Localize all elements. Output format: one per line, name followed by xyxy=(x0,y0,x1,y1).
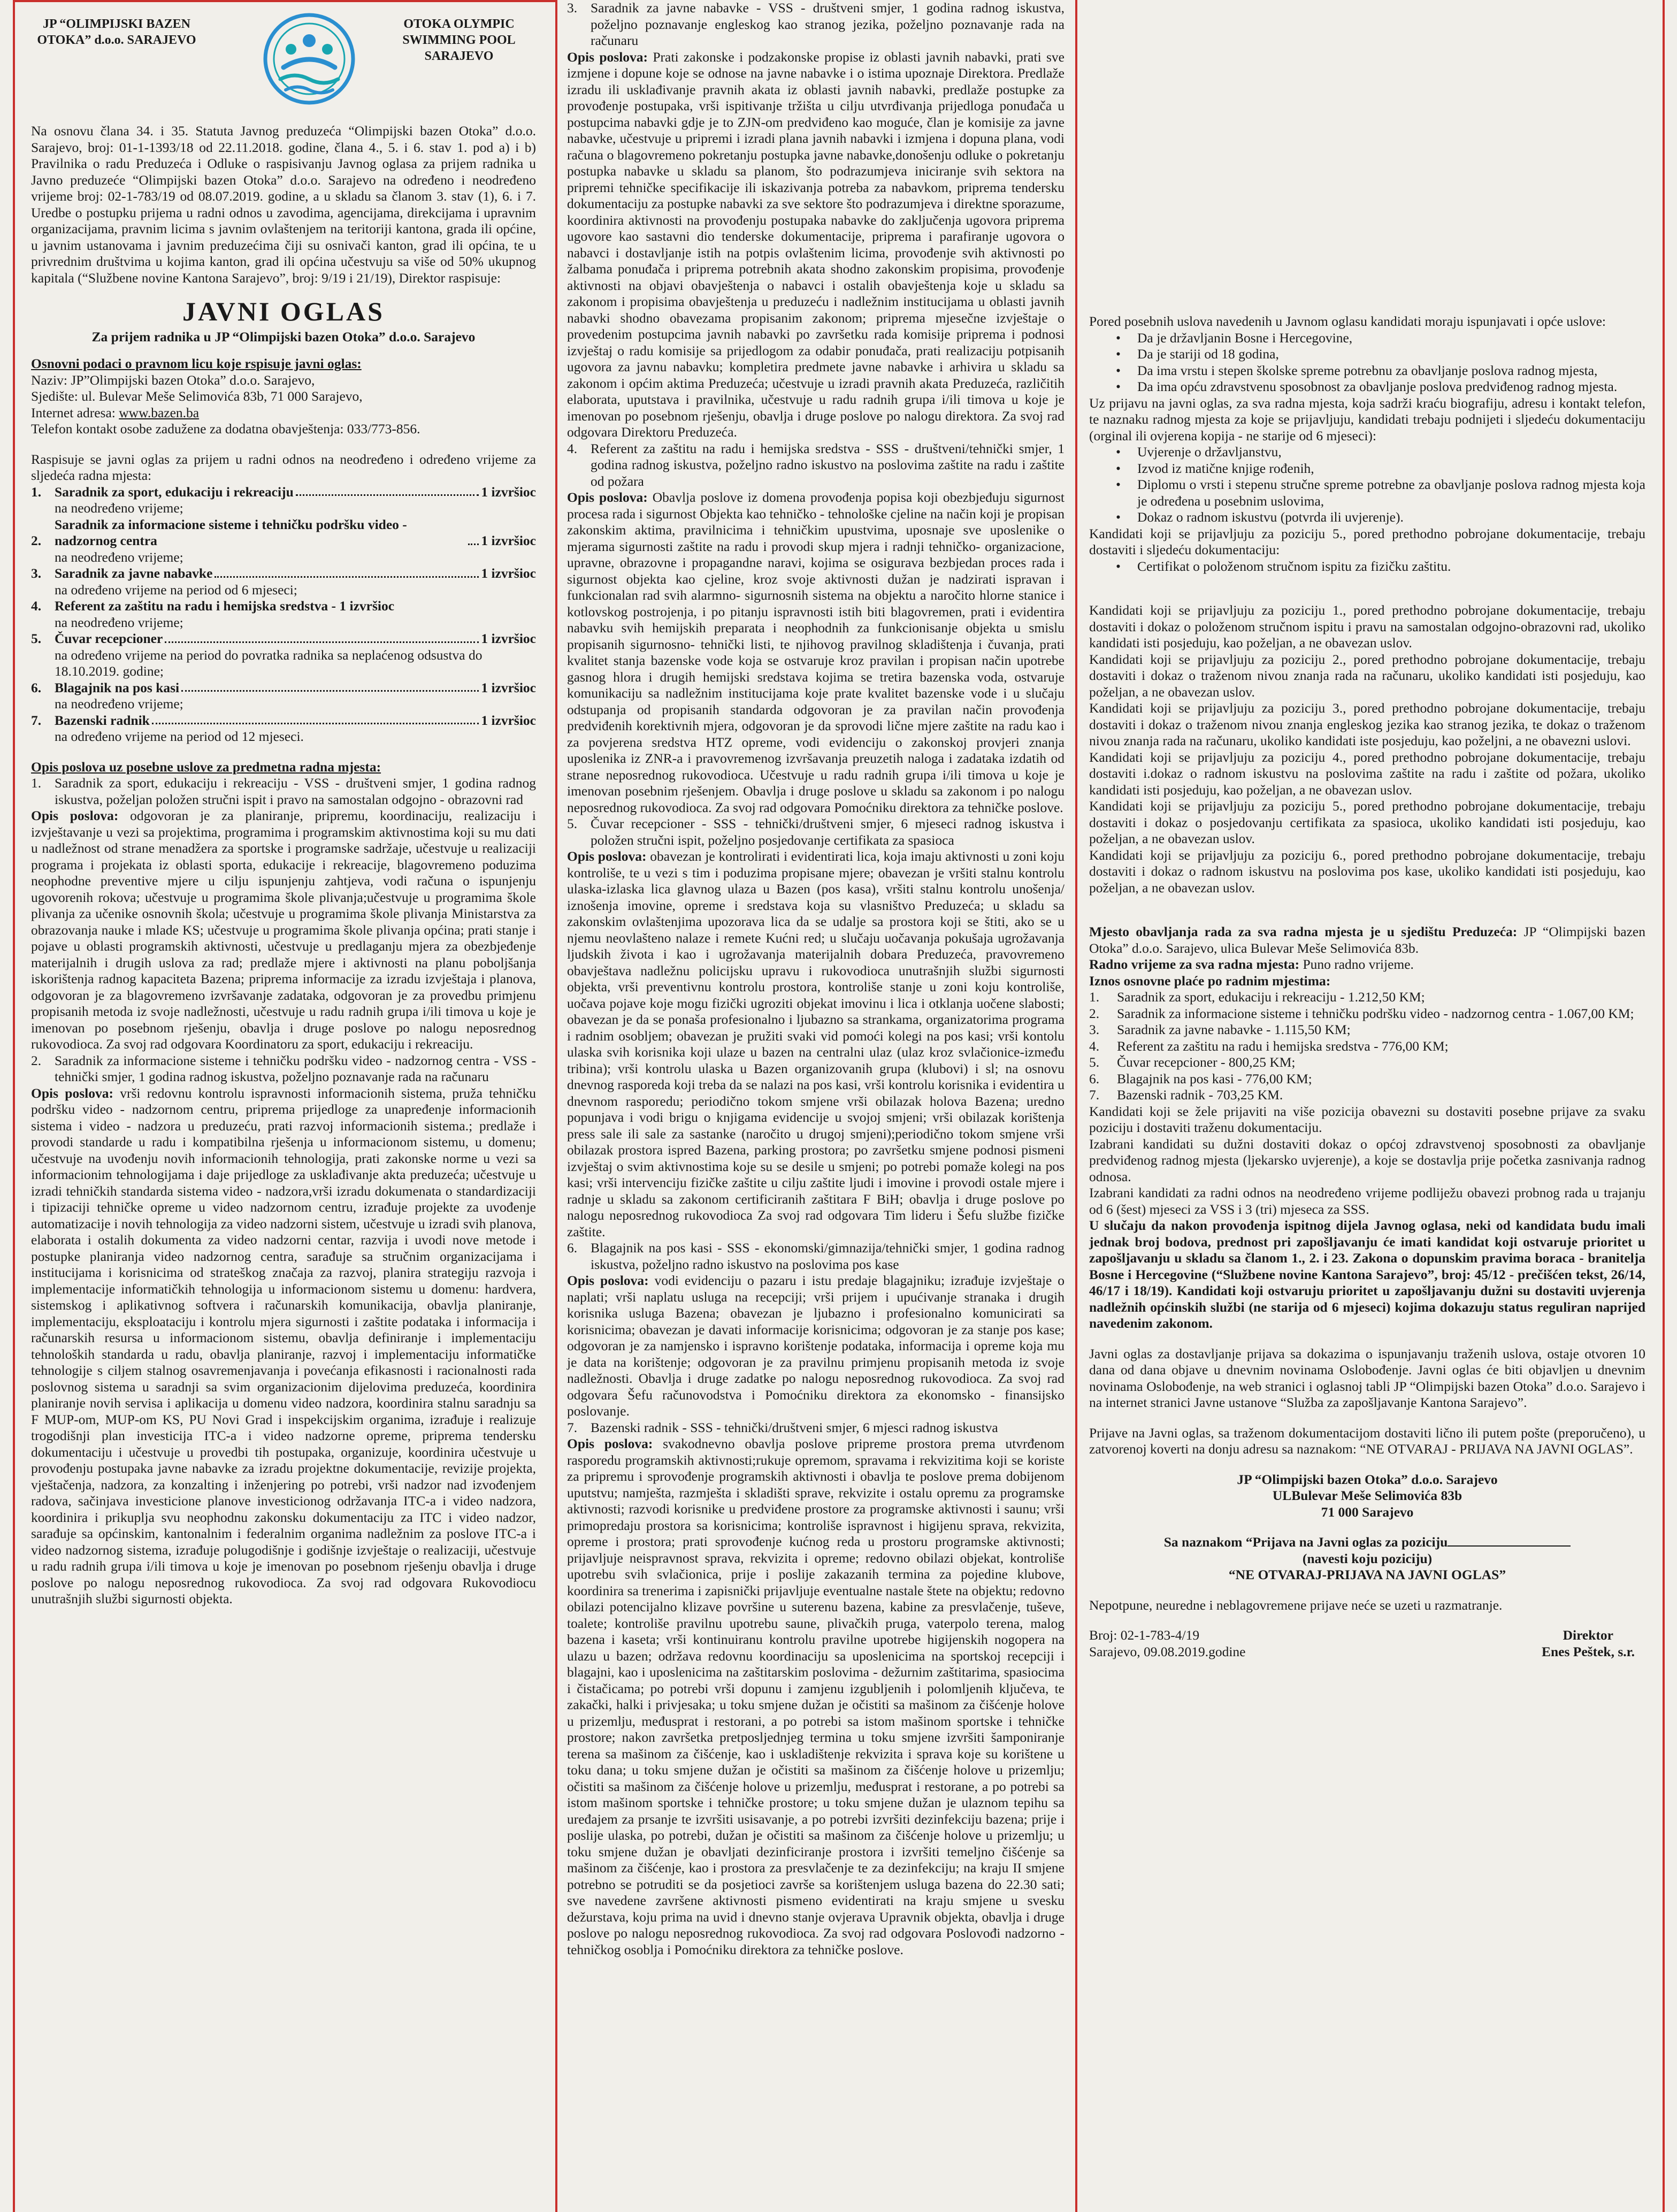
salary-text: Čuvar recepcioner - 800,25 KM; xyxy=(1117,1054,1296,1070)
job-1-requirements xyxy=(31,775,536,808)
position-count: 1 izvršioc xyxy=(481,484,536,500)
job-5-description xyxy=(567,848,1065,1240)
position-term: na neodređeno vrijeme; xyxy=(55,614,183,630)
list-item: • Da ima vrstu i stepen školske spreme potrebnu za obavljanje poslova radnog mjesta, xyxy=(1137,363,1645,379)
position-name: Čuvar recepcioner xyxy=(55,631,163,646)
position-count: 1 izvršioc xyxy=(481,533,536,548)
basic-info-name: Naziv: JP”Olimpijski bazen Otoka” d.o.o. Sarajevo, xyxy=(31,372,315,388)
position-5-extra-intro: Kandidati koji se prijavljuju za poziciju 5., pored prethodno pobrojane dokumentacije, trebaju dostaviti i sljedeću dokumentaciju: xyxy=(1089,525,1645,557)
description-label: Opis poslova: xyxy=(567,1273,649,1288)
address-line: ULBulevar Meše Selimovića 83b xyxy=(1272,1488,1462,1503)
job-requirements-text: Blagajnik na pos kasi - SSS - ekonomski/gimnazija/tehnički smjer, 1 godina radnog iskustva, poželjno radno iskustvo na poslovima pos kase xyxy=(591,1240,1065,1272)
company-name-bs: JP “OLIMPIJSKI BAZEN OTOKA” d.o.o. SARAJEVO xyxy=(37,17,196,47)
envelope-line-1 xyxy=(1089,1534,1645,1551)
description-text: vrši redovnu kontrolu ispravnosti informacionih sistema, pruža tehničku podršku video - nadzornom centru, priprema prijedloge za unapređenje informacionih sistema i video - nadzora u preduzeću, prati razvoj informacionih sistema.; predlaže i provodi standarde u radu i kompatibilna rješenja u informacionom sistemu, u domenu; učestvuje na uvođenju novih informacionih tehnologija, prati zakonske norme u vezi sa informacionim tehnologijama i daje prijedloge za usklađivanje akta preduzeća; učestvuje u izradi tehničkih standarda sistema video - nadzora,vrši izradu dokumenata o standardizaciji i tipizaciji tehničke opreme u video nadzornom centru, izrađuje projekte za uvođenje automatizacije i novih tehnologija za video nadzorni sistem, učestvuje u izradi svih planova, elaborata i ostalih dokumenta za video nadzorni centar, razvija i uvodi nove metode i postupke planiranja video nadzornog centra, sarađuje sa stručnim organizacijama i institucijama i korisnicima od strateškog značaja za razvoj, planira strategiju razvoja i implementacije informatičkih tehnologija u informacionom sistemu u domenu: hardvera, sistemskog i aplikativnog softvera i računarskih komunikacija, obavlja planiranje, implementaciju, eksploataciju i kontrolu mjera sigurnosti i zaštite podataka i informacija i računarskih resursa u informacionom sistemu, obavlja definiranje i implementaciju tehnoloških standarda u radu, obavlja planiranje, razvoj i implementaciju informatičke tehnologije s ciljem stalnog osavremenjavanja i povećanja efikasnosti i racionalnosti rada poslovnog sistema u saradnji sa svim organizacionim dijelovima preduzeća, koordinira planiranje novih servisa i aplikacija u domenu video nadzora, koordinira stalnu saradnju sa F MUP-om, MUP-om KS, PU Novi Grad i inspekcijskim organima, izrađuje i realizuje trogodišnji plan investicija ITC-a i video nadzorne opreme, priprema tendersku dokumentaciju i učestvuje u provedbi tih postupaka, organizuje, koordinira učestvuje u provođenju postupaka javne nabavke za izradu projektne dokumentacije, revizije projekta, vještačenja, nadzora, za konzalting i inženjering po potrebi, vrši nadzor nad izvođenjem radova, sačinjava investicione planove investicionog održavanja ITC-a i video nadzora, koordinira i prikuplja svu neophodnu zakonsku dokumentaciju za ITC i video nadzor, sarađuje sa općinskim, kantonalnim i federalnim organima nadležnim za poslove ITC-a i video nadzornog sistema, izrađuje polugodišnje i godišnje izvještaje o realizaciji, učestvuje u radu radnih grupa i/ili timova u koje je imenovan po posebnom rješenju obavlja i druge poslove po nalogu neposrednog rukovodioca. Za svoj rad odgovara Rukovodiocu unutrašnjih službi sigurnosti objekta. xyxy=(31,1085,536,1606)
job-1-description xyxy=(31,808,536,1053)
envelope-text: Sa naznakom “Prijava na Javni oglas za poziciju xyxy=(1163,1534,1448,1550)
position-name: Referent za zaštitu na radu i hemijska sredstva - 1 izvršioc xyxy=(55,598,395,614)
position-count: 1 izvršioc xyxy=(481,679,536,695)
list-item: • Da je državljanin Bosne i Hercegovine, xyxy=(1137,330,1645,347)
job-number: 7. xyxy=(567,1419,578,1435)
olympic-pool-logo-icon xyxy=(256,10,363,111)
envelope-line: “NE OTVARAJ-PRIJAVA NA JAVNI OGLAS” xyxy=(1228,1567,1506,1582)
salary-heading: Iznos osnovne plaće po radnim mjestima: xyxy=(1089,973,1331,989)
list-item xyxy=(1089,1054,1645,1071)
incomplete-notice: Nepotpune, neuredne i neblagovremene prijave neće se uzeti u razmatranje. xyxy=(1089,1597,1503,1613)
job-7-continuation-space xyxy=(1089,0,1645,300)
address-line: 71 000 Sarajevo xyxy=(1321,1504,1414,1520)
basic-info-phone: Telefon kontakt osobe zadužene za dodatna obavještenja: 033/773-856. xyxy=(31,421,420,437)
dot-leader xyxy=(468,544,479,545)
description-label: Opis poslova: xyxy=(31,1085,113,1101)
job-4-description xyxy=(567,489,1065,816)
salary-list xyxy=(1089,989,1645,1104)
job-requirements-text: Saradnik za informacione sisteme i tehničku podršku video - nadzornog centra - VSS - tehnički smjer, 1 godina radnog iskustva, poželjno poznavanje rada na računaru xyxy=(55,1052,536,1084)
workplace-value: JP “Olimpijski bazen Otoka” d.o.o. Sarajevo, ulica Bulevar Meše Selimovića 83b. xyxy=(1089,924,1645,956)
probation: Izabrani kandidati za radni odnos na neodređeno vrijeme podliježu obavezi probnog rada u trajanju od 6 (šest) mjeseci za VSS i 3 (tri) mjeseca za SSS. xyxy=(1089,1185,1645,1217)
job-number: 4. xyxy=(567,440,578,456)
position-number: 1. xyxy=(31,484,42,500)
envelope-line: (navesti koju poziciju) xyxy=(1302,1550,1433,1566)
salary-text: Bazenski radnik - 703,25 KM. xyxy=(1117,1087,1283,1103)
extra-docs-position-4: Kandidati koji se prijavljuju za poziciju 4., pored prethodno pobrojane dokumentacije, trebaju dostaviti i.dokaz o radnom iskustvu na poslovima zaštite na radu i zaštite od požara, ukoliko kandidati isti posjeduju, kao poželjan, a ne obavezan uslov. xyxy=(1089,749,1645,798)
position-1 xyxy=(31,484,536,501)
job-2-requirements xyxy=(31,1053,536,1085)
position-count: 1 izvršioc xyxy=(481,712,536,728)
priority-paragraph: U slučaju da nakon provođenja ispitnog dijela Javnog oglasa, neki od kandidata budu imali jednak broj bodova, prednost pri zapošljavanju će imati kandidat koji ostvaruje prioritet u zapošljavanju u skladu sa članom 1., 2. i 23. Zakona o dopunskim pravima boraca - branitelja Bosne i Hercegovine (“Službene novine Kantona Sarajevo”, broj: 45/12 - prečišćen tekst, 26/14, 46/17 i 18/19). Kandidati koji ostvaruju prioritet u zapošljavanju dužni su dostaviti uvjerenja nadležnih općinskih službi (ne starija od 6 mjeseci) kojima dokazuju status reguliran naprijed navedenim zakonom. xyxy=(1089,1218,1645,1331)
job-requirements-text: Saradnik za sport, edukaciju i rekreaciju - VSS - društveni smjer, 1 godina radnog iskustva, poželjan položen stručni ispit i pravo na samostalan odgojno - obrazovni rad xyxy=(55,775,536,807)
position-term: na određeno vrijeme na period do povratka radnika sa neplaćenog odsustva do 18.10.2019. godine; xyxy=(55,647,483,679)
job-7-requirements xyxy=(567,1420,1065,1436)
footer-row-2 xyxy=(1089,1644,1645,1660)
dot-leader xyxy=(181,690,479,692)
list-item xyxy=(1089,1038,1645,1055)
description-label: Opis poslova: xyxy=(31,808,119,823)
hours-value: Puno radno vrijeme. xyxy=(1299,956,1414,972)
announcement: Raspisuje se javni oglas za prijem u radni odnos na neodređeno i određeno vrijeme za sljedeća radna mjesta: xyxy=(31,451,536,483)
job-number: 2. xyxy=(31,1052,42,1068)
position-count: 1 izvršioc xyxy=(481,565,536,581)
position-name: Blagajnik na pos kasi xyxy=(55,679,180,695)
intro-paragraph: Na osnovu člana 34. i 35. Statuta Javnog preduzeća “Olimpijski bazen Otoka” d.o.o. Sarajevo, broj: 01-1-1393/18 od 22.11.2018. godine, člana 4., 5. i 6. stav 1. pod a) i b) Pravilnika o radu Preduzeća i Odluke o raspisivanju Javnog oglasa za prijem radnika u Javno preduzeće “Olimpijski bazen Otoka” d.o.o. Sarajevo na određeno i neodređeno vrijeme broj: 02-1-783/19 od 08.07.2019. godine, a u skladu sa članom 3. stav (1), 6. i 7. Uredbe o postupku prijema u radni odnos u zavodima, agencijama, direkcijama i upravnim organizacijama, pravnim licima s javnim ovlaštenjem na teritoriji kantona, grada ili općine, u javnim ustanovama i javnim preduzećima čiji su osnivači kanton, grad ili općina, te u privrednim društvima u kojima kanton, grad ili općina učestvuju sa više od 50% ukupnog kapitala (“Službene novine Kantona Sarajevo”, broj: 9/19 i 21/19), Direktor raspisuje: xyxy=(31,123,536,286)
position-number: 7. xyxy=(31,712,42,728)
dot-leader xyxy=(152,723,479,724)
description-text: odgovoran je za planiranje, pripremu, koordinaciju, realizaciju i izvještavanje u vezi sa projektima, programima i programskim aktivnostima koji su mu dati u nadležnost od strane menadžera za sportske i programske sadržaje, učestvuje u realizaciji programa i projekata iz oblasti sporta, edukacije i rekreacije, blagovremeno poduzima neophodne preventive mjere u cilju ispunjenju zahtjeva, vodi računa o ispunjenju ugovorenih rokova; učestvuje u programima škole plivanja;učestvuje u programima škole plivanja za učenike osnovnih škola; učestvuje u programima škole plivanja Ministarstva za obrazovanja nauke i mlade KS; učestvuje u programima škole plivanja općina; prati stanje i pojave u oblasti programskih aktivnosti, učestvuje u predlaganju mjera za obezbjeđenje materijalnih i drugih uslova za rad; predlaže mjere i aktivnosti na planu poboljšanja iskorištenja radnog kapaciteta Bazena; priprema informacije za izradu izvještaja i planova, odgovoran je za blagovremeno izvršavanje zadataka, odgovoran je za provedbu primjenu propisanih metoda iz svoje nadležnosti, učestvuje u radu radnih grupa i/ili timova u koje je imenovan po posebnom rješenju, obavlja i druge poslove po nalogu neposrednog rukovodioca. Za svoj rad odgovara Koordinatoru za sport, edukaciju i rekreaciju. xyxy=(31,808,536,1052)
position-name: Saradnik za javne nabavke xyxy=(55,565,213,581)
extra-docs-position-3: Kandidati koji se prijavljuju za poziciju 3., pored prethodno pobrojane dokumentacije, trebaju dostaviti i dokaz o traženom nivou znanja engleskog jezika kao stranog jezika, te dokaz o traženom nivou znanja rada na računaru, ukoliko kandidati iste posjeduju, kao poželjni, a ne obavezni uslovi. xyxy=(1089,700,1645,748)
job-number: 6. xyxy=(567,1240,578,1256)
list-item xyxy=(1089,1006,1645,1022)
job-6-description xyxy=(567,1273,1065,1420)
description-label: Opis poslova: xyxy=(567,49,648,65)
multiple-applications: Kandidati koji se žele prijaviti na više pozicija obavezni su dostaviti posebne prijave za svaku poziciju i dostaviti traženu dokumentaciju. xyxy=(1089,1103,1645,1135)
description-label: Opis poslova: xyxy=(567,489,648,505)
position-name: Saradnik za informacione sisteme i tehničku podršku video - nadzornog centra xyxy=(55,516,407,548)
working-hours xyxy=(1089,956,1645,973)
position-term: na neodređeno vrijeme; xyxy=(55,696,183,711)
page-subtitle: Za prijem radnika u JP “Olimpijski bazen Otoka” d.o.o. Sarajevo xyxy=(91,329,476,345)
address-line: JP “Olimpijski bazen Otoka” d.o.o. Sarajevo xyxy=(1237,1471,1498,1487)
column-1 xyxy=(21,0,546,2212)
basic-info-heading: Osnovni podaci o pravnom licu koje rspisuje javni oglas: xyxy=(31,356,362,371)
salary-text: Blagajnik na pos kasi - 776,00 KM; xyxy=(1117,1070,1312,1086)
list-item: • Izvod iz matične knjige rođenih, xyxy=(1137,461,1645,477)
footer-row-1 xyxy=(1089,1627,1645,1644)
signatory-name: Enes Peštek, s.r. xyxy=(1541,1643,1635,1659)
salary-number: 4. xyxy=(1089,1038,1100,1054)
documents-intro: Uz prijavu na javni oglas, za sva radna mjesta, koja sadrži kraću biografiju, adresu i kontakt telefon, te naznaku radnog mjesta za koje se prijavljuju, kandidati trebaju podnijeti i sljedeću dokumentaciju (orginal ili ovjerena kopija - ne starije od 6 mjeseci): xyxy=(1089,395,1645,443)
position-number: 4. xyxy=(31,598,42,614)
position-5 xyxy=(31,631,536,647)
position-number: 3. xyxy=(31,565,42,581)
extra-docs-position-5: Kandidati koji se prijavljuju za poziciju 5., pored prethodno pobrojane dokumentacije, trebaju dostaviti i dokaz o posjedovanju certifikata za spasioca, ukoliko kandidati isti posjeduju, kao poželjan, a ne obavezan uslov. xyxy=(1089,798,1645,846)
salary-text: Referent za zaštitu na radu i hemijska sredstva - 776,00 KM; xyxy=(1117,1038,1449,1054)
list-item: • Diplomu o vrsti i stepenu stručne spreme potrebne za obavljanje poslova radnog mjesta koja je određena u posebnim uslovima, xyxy=(1137,477,1645,509)
dot-leader xyxy=(215,576,479,578)
salary-number: 6. xyxy=(1089,1070,1100,1086)
column-2 xyxy=(562,0,1070,2212)
position-4 xyxy=(31,598,536,615)
extra-docs-position-6: Kandidati koji se prijavljuju za poziciju 6., pored prethodno pobrojane dokumentacije, trebaju dostaviti i dokaz o radnom iskustvu na poslovima pos kase, ukoliko kandidati isti posjeduju, kao poželjan, a ne obavezan uslov. xyxy=(1089,847,1645,895)
description-text: svakodnevno obavlja poslove pripreme prostora prema utvrđenom rasporedu programskih aktivnosti;rukuje opremom, spravama i rekvizitima koji se koriste za pripremu i sprovođenje programskih aktivnosti i obavlja te poslove prema dobijenom uputstvu; namješta, razmješta i skladišti sprave, rekvizite i ostalu opremu za programske aktivnosti; razvodi korisnike u predviđene prostore za programske aktivnosti i saunu; vrši primopredaju prostora sa korisnicima; kontroliše ispravnost i higijenu sprava, rekvizita, opreme i prostora; prati sprovođenje kućnog reda u prostoru programske aktivnosti; prijavljuje neispravnost sprava, rekvizita i opreme; redovno obilazi objekat, kontroliše upotrebu svih svlačionica, prije i poslije zakazanih termina za pojedine klubove, koordinira sa trenerima i zapisnički prijavljuje eventualne nastale štete na objektu; redovno obilazi potencijalno klizave površine u suterenu bazena, kabine za presvlačenje, tuševe, toalete; kontroliše pravilnu upotrebu saune, plivačkih pruga, vaterpolo terena, malog bazena i kaseta; vrši kontinuiranu kontrolu pravilne upotrebe higijenskih nogopera na ulazu u bazen; održava redovnu koordinaciju sa uposlenicima na sportskoj recepciji i blagajni, kao i uposlenicima na zaštitarskim poslovima - dežurnim zaštitarima, spasiocima i čistačicama; po potrebi vrši dopunu i zamjenu izgubljenih i polomljenih ključeva, te zakački, halki i privjesaka; u toku smjene dužan je očistiti sa mašinom za čišćenje holove u prizemlju, međusprat i restorani, a po potrebi sa istom mašinom sportske i tehničke prostore; nakon završetka pretposljednjeg termina u toku smjene izvršiti šamponiranje terena sa mašinom za čišćenje, kao i uskladištenje rekvizita i sprava koje su korištene u toku dana; u toku smjene dužan je očistiti sa mašinom za čišćenje holove u prizemlju; očistiti sa mašinom za čišćenje holove u prizemlju, međusprat i restorane, a po potrebi sa istom mašinom sportske i tehničke prostore; u toku smjene dužan je ulaznom tepihu sa uređajem za prsanje te izvršiti usisavanje, a po potrebi izvršiti dezinfekciju bazena; prije i poslije ulaska, po potrebi, dužan je očistiti sa mašinom za čišćenje holove u prizemlju; u toku smjene dužan je obavljati dezinficiranje prostora i izvršiti temeljno čišćenje sa mašinom za čišćenje, kao i prostora za presvlačenje te za dezinfekciju; na kraju II smjene potrebno se potruditi se da posjetioci završe sa korištenjem usluga bazena do 22.30 sati; sve navedene završene aktivnosti pismeno evidentirati na kraju smjene u svesku dežurstava, koju prima na uvid i dnevno stanje ovjerava Upravnik objekta, obavlja i druge poslove po nalogu neposrednog rukovodioca. Za svoj rad odgovara Poslovođi nadzorno - tehničkog osoblja i Pomoćniku direktora za tehničke poslove. xyxy=(567,1436,1065,1957)
address-block xyxy=(1089,1472,1645,1521)
position-name: Saradnik za sport, edukaciju i rekreaciju xyxy=(55,484,294,500)
description-text: vodi evidenciju o pazaru i istu predaje blagajniku; izrađuje izvještaje o naplati; vrši naplatu usluga na recepciji; vrši prijem i upućivanje stranaka i drugih korisnika usluga Bazena; obavezan je ljubazno i profesionalno komunicirati sa korisnicima; obavezan je davati informacije korisnicima; odgovoran je za stanje pos kase; odgovoran je za namjensko i ispravno korištenje podataka, informacija i opreme koja mu je data na korištenje; odgovoran je za pravilnu primjenu propisanih metoda iz svoje nadležnosti. Obavlja i druge zadatke po nalogu neposrednog rukovodioca. Za svoj rad odgovara Šefu računovodstva i Pomoćniku direktora za ekonomsko - finansijsko poslovanje. xyxy=(567,1273,1065,1419)
position-2 xyxy=(31,517,536,549)
job-3-requirements xyxy=(567,0,1065,49)
position-7 xyxy=(31,713,536,729)
position-name: Bazenski radnik xyxy=(55,712,150,728)
basic-info-web xyxy=(31,405,536,422)
envelope-label-block xyxy=(1089,1534,1645,1583)
signatory-role: Direktor xyxy=(1563,1627,1613,1643)
salary-number: 7. xyxy=(1089,1087,1100,1103)
job-number: 3. xyxy=(567,0,578,16)
list-item: • Uvjerenje o državljanstvu, xyxy=(1137,444,1645,461)
dot-leader xyxy=(165,641,479,643)
position-number: 2. xyxy=(31,533,42,548)
position-5-extra-list xyxy=(1089,558,1645,575)
salary-number: 2. xyxy=(1089,1005,1100,1021)
description-label: Opis poslova: xyxy=(567,848,647,864)
extra-docs-position-1: Kandidati koji se prijavljuju za poziciju 1., pored prethodno pobrojane dokumentacije, trebaju dostaviti i dokaz o položenom stručnom ispitu i pravu na samostalan odgojno-obrazovni rad, ukoliko kandidati isti posjeduju, kao poželjan, a ne obavezan uslov. xyxy=(1089,602,1645,650)
workplace xyxy=(1089,924,1645,956)
basic-info-seat: Sjedište: ul. Bulevar Meše Selimovića 83b, 71 000 Sarajevo, xyxy=(31,388,363,404)
list-item xyxy=(1089,1071,1645,1088)
job-7-description xyxy=(567,1436,1065,1958)
dot-leader xyxy=(296,494,479,496)
job-requirements-text: Čuvar recepcioner - SSS - tehnički/društveni smjer, 6 mjeseci radnog iskustva i položen stručni ispit, poželjno posjedovanje certifikata za spasioca xyxy=(591,816,1065,848)
workplace-label: Mjesto obavljanja rada za sva radna mjesta je u sjedištu Preduzeća: xyxy=(1089,924,1518,939)
job-number: 5. xyxy=(567,816,578,831)
selected-candidates: Izabrani kandidati su dužni dostaviti dokaz o općoj zdravstvenoj sposobnosti za obavljanje predviđenog radnog mjesta (ljekarsko uvjerenje), a koje se dostavlja prije početka zasnivanja radnog odnosa. xyxy=(1089,1136,1645,1184)
list-item: • Dokaz o radnom iskustvu (potvrda ili uvjerenje). xyxy=(1137,509,1645,526)
issue-date: Sarajevo, 09.08.2019.godine xyxy=(1089,1643,1246,1659)
job-descriptions-heading: Opis poslova uz posebne uslove za predmetna radna mjesta: xyxy=(31,759,381,775)
website-link[interactable]: www.bazen.ba xyxy=(119,404,200,420)
duration-paragraph: Javni oglas za dostavljanje prijava sa dokazima o ispunjavanju traženih uslova, ostaje otvoren 10 dana od dana objave u dnevnim novinama Oslobođenje. Javni oglas će biti objavljen u dnevnim novinama Oslobođenje, na web stranici i oglasnoj tabli JP “Olimpijski bazen Otoka” d.o.o. Sarajevo i na internet stranici Javne ustanove “Služba za zapošljavanje Kantona Sarajevo”. xyxy=(1089,1345,1645,1410)
position-term: na određeno vrijeme na period od 12 mjeseci. xyxy=(55,729,304,744)
job-3-description xyxy=(567,49,1065,441)
salary-text: Saradnik za sport, edukaciju i rekreaciju - 1.212,50 KM; xyxy=(1117,989,1425,1005)
list-item: • Da ima opću zdravstvenu sposobnost za obavljanje poslova predviđenog radnog mjesta. xyxy=(1137,379,1645,395)
salary-text: Saradnik za informacione sisteme i tehničku podršku video - nadzornog centra - 1.067,00 KM; xyxy=(1117,1005,1634,1021)
hours-label: Radno vrijeme za sva radna mjesta: xyxy=(1089,956,1300,972)
general-conditions-list xyxy=(1089,330,1645,395)
description-label: Opis poslova: xyxy=(567,1436,653,1451)
submission-paragraph: Prijave na Javni oglas, sa traženom dokumentacijom dostaviti lično ili putem pošte (preporučeno), u zatvorenoj koverti na donju adresu sa naznakom: “NE OTVARAJ - PRIJAVA NA JAVNI OGLAS”. xyxy=(1089,1425,1645,1457)
position-6 xyxy=(31,680,536,696)
job-number: 1. xyxy=(31,775,42,791)
position-term: na određeno vrijeme na period od 6 mjeseci; xyxy=(55,581,297,598)
list-item: • Certifikat o položenom stručnom ispitu za fizičku zaštitu. xyxy=(1137,558,1645,575)
header xyxy=(31,6,536,123)
reference-number: Broj: 02-1-783-4/19 xyxy=(1089,1627,1200,1643)
position-number: 6. xyxy=(31,679,42,695)
web-label: Internet adresa: xyxy=(31,404,119,420)
list-item xyxy=(1089,989,1645,1006)
job-requirements-text: Referent za zaštitu na radu i hemijska sredstva - SSS - društveni/tehnički smjer, 1 godina radnog iskustva, poželjno radno iskustvo na poslovima zaštite na radu i zaštite od požara xyxy=(591,440,1065,489)
salary-number: 3. xyxy=(1089,1022,1100,1037)
job-requirements-text: Bazenski radnik - SSS - tehnički/društveni smjer, 6 mjesci radnog iskustva xyxy=(591,1419,998,1435)
description-text: obavezan je kontrolirati i evidentirati lica, koja imaju aktivnosti u zoni koju kontroliše, te u vezi s tim i poduzima propisane mjere; obavezan je vršiti stalnu kontrolu ulaska-izlaska lica glavnog ulaza u Bazen (pos kasa), vršiti stalnu kontrolu unošenja/ iznošenja imovine, opreme i sredstava koja su vlasništvo Preduzeća; u skladu sa zakonskim ovlaštenjima upozorava lica da se udalje sa prostora koji se štiti, ako se u njemu neovlašteno nalaze i remete Kućni red; u slučaju uočavanja pokušaja ugrožavanja ljudskih života i kao i ugrožavanja materijalnih dobara Preduzeća, pravovremeno obavještava nadležnu policijsku upravu i rukovodioca unutrašnjih službi sigurnosti objekta, vrši preventivnu kontrolu prostora, kontroliše stanje u zoni koju kontroliše, uočava pojave koje mogu fizički ugroziti objekat imovinu i lica i otklanja uočene slabosti; obavezan je da se ponaša profesionalno i ljubazno sa strankama, organizatorima programa i radnim osobljem; obavezan je pružiti svaki vid pomoći kolegi na pos kasi; vrši kontolu ulaska svih korisnika koji ulaze u bazen na centralni ulaz (ulaz kroz svlačionice-između tribina); vrši kontrolu ulaska u Bazen organizovanih grupa (klubovi) i sl; na osnovu dnevnog rasporeda koji treba da se nalazi na pos kasi, vrši kontrolu korisnika i evidentira u dnevnom rasporedu; periodično tokom smjene vrši obilazak holova Bazena; uredno popunjava i vodi brigu o knjigama evidencije u svojoj smjeni; vrši obilazak korištenja press sale ili sale za sastanke (naročito u drugoj smjeni);periodično tokom smjene vrši obilazak prostora ispred Bazena, parking prostora; po završetku smjene podnosi pismeni izvještaj o svim aktivnostima koje su se desile u smjeni; po potrebi pomaže kolegi na pos kasi; vrši intervenciju fizičke zaštite u cilju zaštite ljudi i imovine i provodi ostale mjere i radnje u skladu sa zakonom certificiranih zaštitara F BiH; obavlja i druge poslove po nalogu neposrednog rukovodioca Za svoj rad odgovara Tim lideru i Šefu službe fizičke zaštite. xyxy=(567,848,1065,1239)
position-count: 1 izvršioc xyxy=(481,631,536,646)
position-term: na neodređeno vrijeme; xyxy=(55,549,183,565)
description-text: Obavlja poslove iz domena provođenja popisa koji obezbjeđuju sigurnost procesa rada i sigurnost Objekta kao tehničko - tehnološke cjeline na način koji je propisan zakonskim aktima, pravilnicima i tehničkim upustvima, uposnaje sve uposlenike o mjerama sigurnosti zaštite na radu i provodi skup mjera i radnji tehničko- organizacione, upravne, obrazovne i propagandne naravi, kojima se osigurava bezbjedan proces rada i sigurnost objekta kao cjeline, kroz svoje aktivnosti dužan je nadzirati ispravan i funkcionalan rad svih alarmno- sigurnosnih sistema na objektu a naročito hlorne stanice i kotlovskog postrojenja, i po pitanju ispravnosti istih biti blagovremen, prati i evidentira nabavku svih hemijskih preparata i neophodnih za funkcionisanje objekta u smislu propisanih sigurnosno- tehnički listi, te njihovog pravilnog skladištenja i čuvanja, prati kvalitet stanja bazenske vode koja se ostvaruje kroz pravilan i propisan način upotrebe gasnog hlora i drugih hemijski sredstava kojima se tretira bazenska voda, ostvaruje komunikaciju sa nadležnim institucijama koje prate kvalitet bazenske vode i u slučaju odstupanja od propisanih standarda odgovoran je za pravilan način provođenja predviđenih korektivnih mjera, odgovoran je da sprovodi lične mjere zaštite na radu kao i za povjerena sredstva HTZ opreme, vodi evidenciju o zakonskoj provjeri znanja uposlenika iz ZNR-a i pravovremenog izvršavanja preuzetih naloga i zadataka izdatih od strane neposrednog rukovodioca. Učestvuje u radu radnih grupa i/ili timova u koje je imenovan posebnim rješenjem. Obavlja i druge poslove u skladu sa zakonom i po nalogu neposrednog rukovodioca. Za svoj rad odgovara Pomoćniku direktora za tehničke poslove. xyxy=(567,489,1065,815)
job-requirements-text: Saradnik za javne nabavke - VSS - društveni smjer, 1 godina radnog iskustva, poželjno poznavanje engleskog kao stranog jezika, poželjno poznavanje rada na računaru xyxy=(591,0,1065,48)
salary-number: 5. xyxy=(1089,1054,1100,1070)
position-3 xyxy=(31,565,536,582)
positions-list xyxy=(31,484,536,745)
general-conditions-intro: Pored posebnih uslova navedenih u Javnom oglasu kandidati moraju ispunjavati i opće uslove: xyxy=(1089,313,1606,329)
job-6-requirements xyxy=(567,1240,1065,1273)
list-item xyxy=(1089,1022,1645,1038)
extra-docs-position-2: Kandidati koji se prijavljuju za poziciju 2., pored prethodno pobrojane dokumentacije, trebaju dostaviti i dokaz o traženom nivou znanja rada na računaru, ukoliko kandidati isti posjeduju, kao poželjan, a ne obavezan uslov. xyxy=(1089,651,1645,700)
company-name-en: OTOKA OLYMPIC SWIMMING POOL SARAJEVO xyxy=(402,17,516,63)
salary-text: Saradnik za javne nabavke - 1.115,50 KM; xyxy=(1117,1022,1351,1037)
column-3 xyxy=(1082,0,1653,2212)
list-item xyxy=(1089,1087,1645,1104)
position-number: 5. xyxy=(31,631,42,646)
salary-number: 1. xyxy=(1089,989,1100,1005)
job-4-requirements xyxy=(567,441,1065,490)
list-item: • Da je stariji od 18 godina, xyxy=(1137,346,1645,363)
position-term: na neodređeno vrijeme; xyxy=(55,500,183,516)
description-text: Prati zakonske i podzakonske propise iz oblasti javnih nabavki, prati sve izmjene i dopune koje se odnose na javne nabavke i o istima upoznaje Direktora. Predlaže izradu ili usklađivanje pravnih akata iz oblasti javnih nabavki, predlaže postupke za provođenje postupaka, vrši ispitivanje tržišta u cilju utvrđivanja prijedloga ponuđača u postupcima nabavki gdje je to ZJN-om predviđeno kao moguće, član je komisije za javne nabavke, učestvuje u pripremi i izradi plana javnih nabavki i izmjena i dopuna plana, vodi računa o blagovremeno pokretanju postupka javne nabavke,donošenju odluke o pokretanju postupka nabavke u skladu sa planom, što podrazumjeva iniciranje svih sektora na pripremi tehničke specifikacije ili iskazivanja potreba za nabavkom, priprema tendersku dokumentaciju za postupke nabavki za sve sektore što podrazumjeva i direktne sporazume, koordinira aktivnosti na provođenju postupaka nabavke do zaključenja ugovora priprema ugovore kao sastavni dio tenderske dokumentacije, priprema i parafiranje ugovora o nabavci i dostavljanje istih na potpis ovlaštenim licima, provođenje svih aktivnosti po žalbama ponuđača i priprema potrebnih akata shodno zakonskim propisima, provođenje aktivnosti na objavi obavještenja o nabavci i ostalih obavještenja koje u skladu sa zakonom i propisima obavještenja u preduzeću i nadležnim institucijama u oblasti javnih nabavki shodno obavezama propisanim zakonom; priprema mjesečne izvještaje o provedenim postupcima javnih nabavki po završetku rada komisije priprema i podnosi izvještaj o radu komisije sa prijedlogom za odabir ponuđača, prati realizaciju potpisanih ugovora za javnu nabavku; kompletira predmete javne nabavke i arhivira u skladu sa zakonom i općim aktima Preduzeća; učestvuje u izradi pravnih akata Preduzeća, različitih elaborata, uputstava i pravilnika, učestvuje u radu radnih grupa i/ili timova u koje je imenovan po posebnom rješenju, obavlja i druge poslove po nalogu direktora. Za svoj rad odgovara Direktoru Preduzeća. xyxy=(567,49,1065,440)
documents-list xyxy=(1089,444,1645,526)
job-5-requirements xyxy=(567,816,1065,848)
page-title: JAVNI OGLAS xyxy=(182,296,385,326)
job-2-description xyxy=(31,1085,536,1608)
blank-line xyxy=(1448,1545,1571,1547)
